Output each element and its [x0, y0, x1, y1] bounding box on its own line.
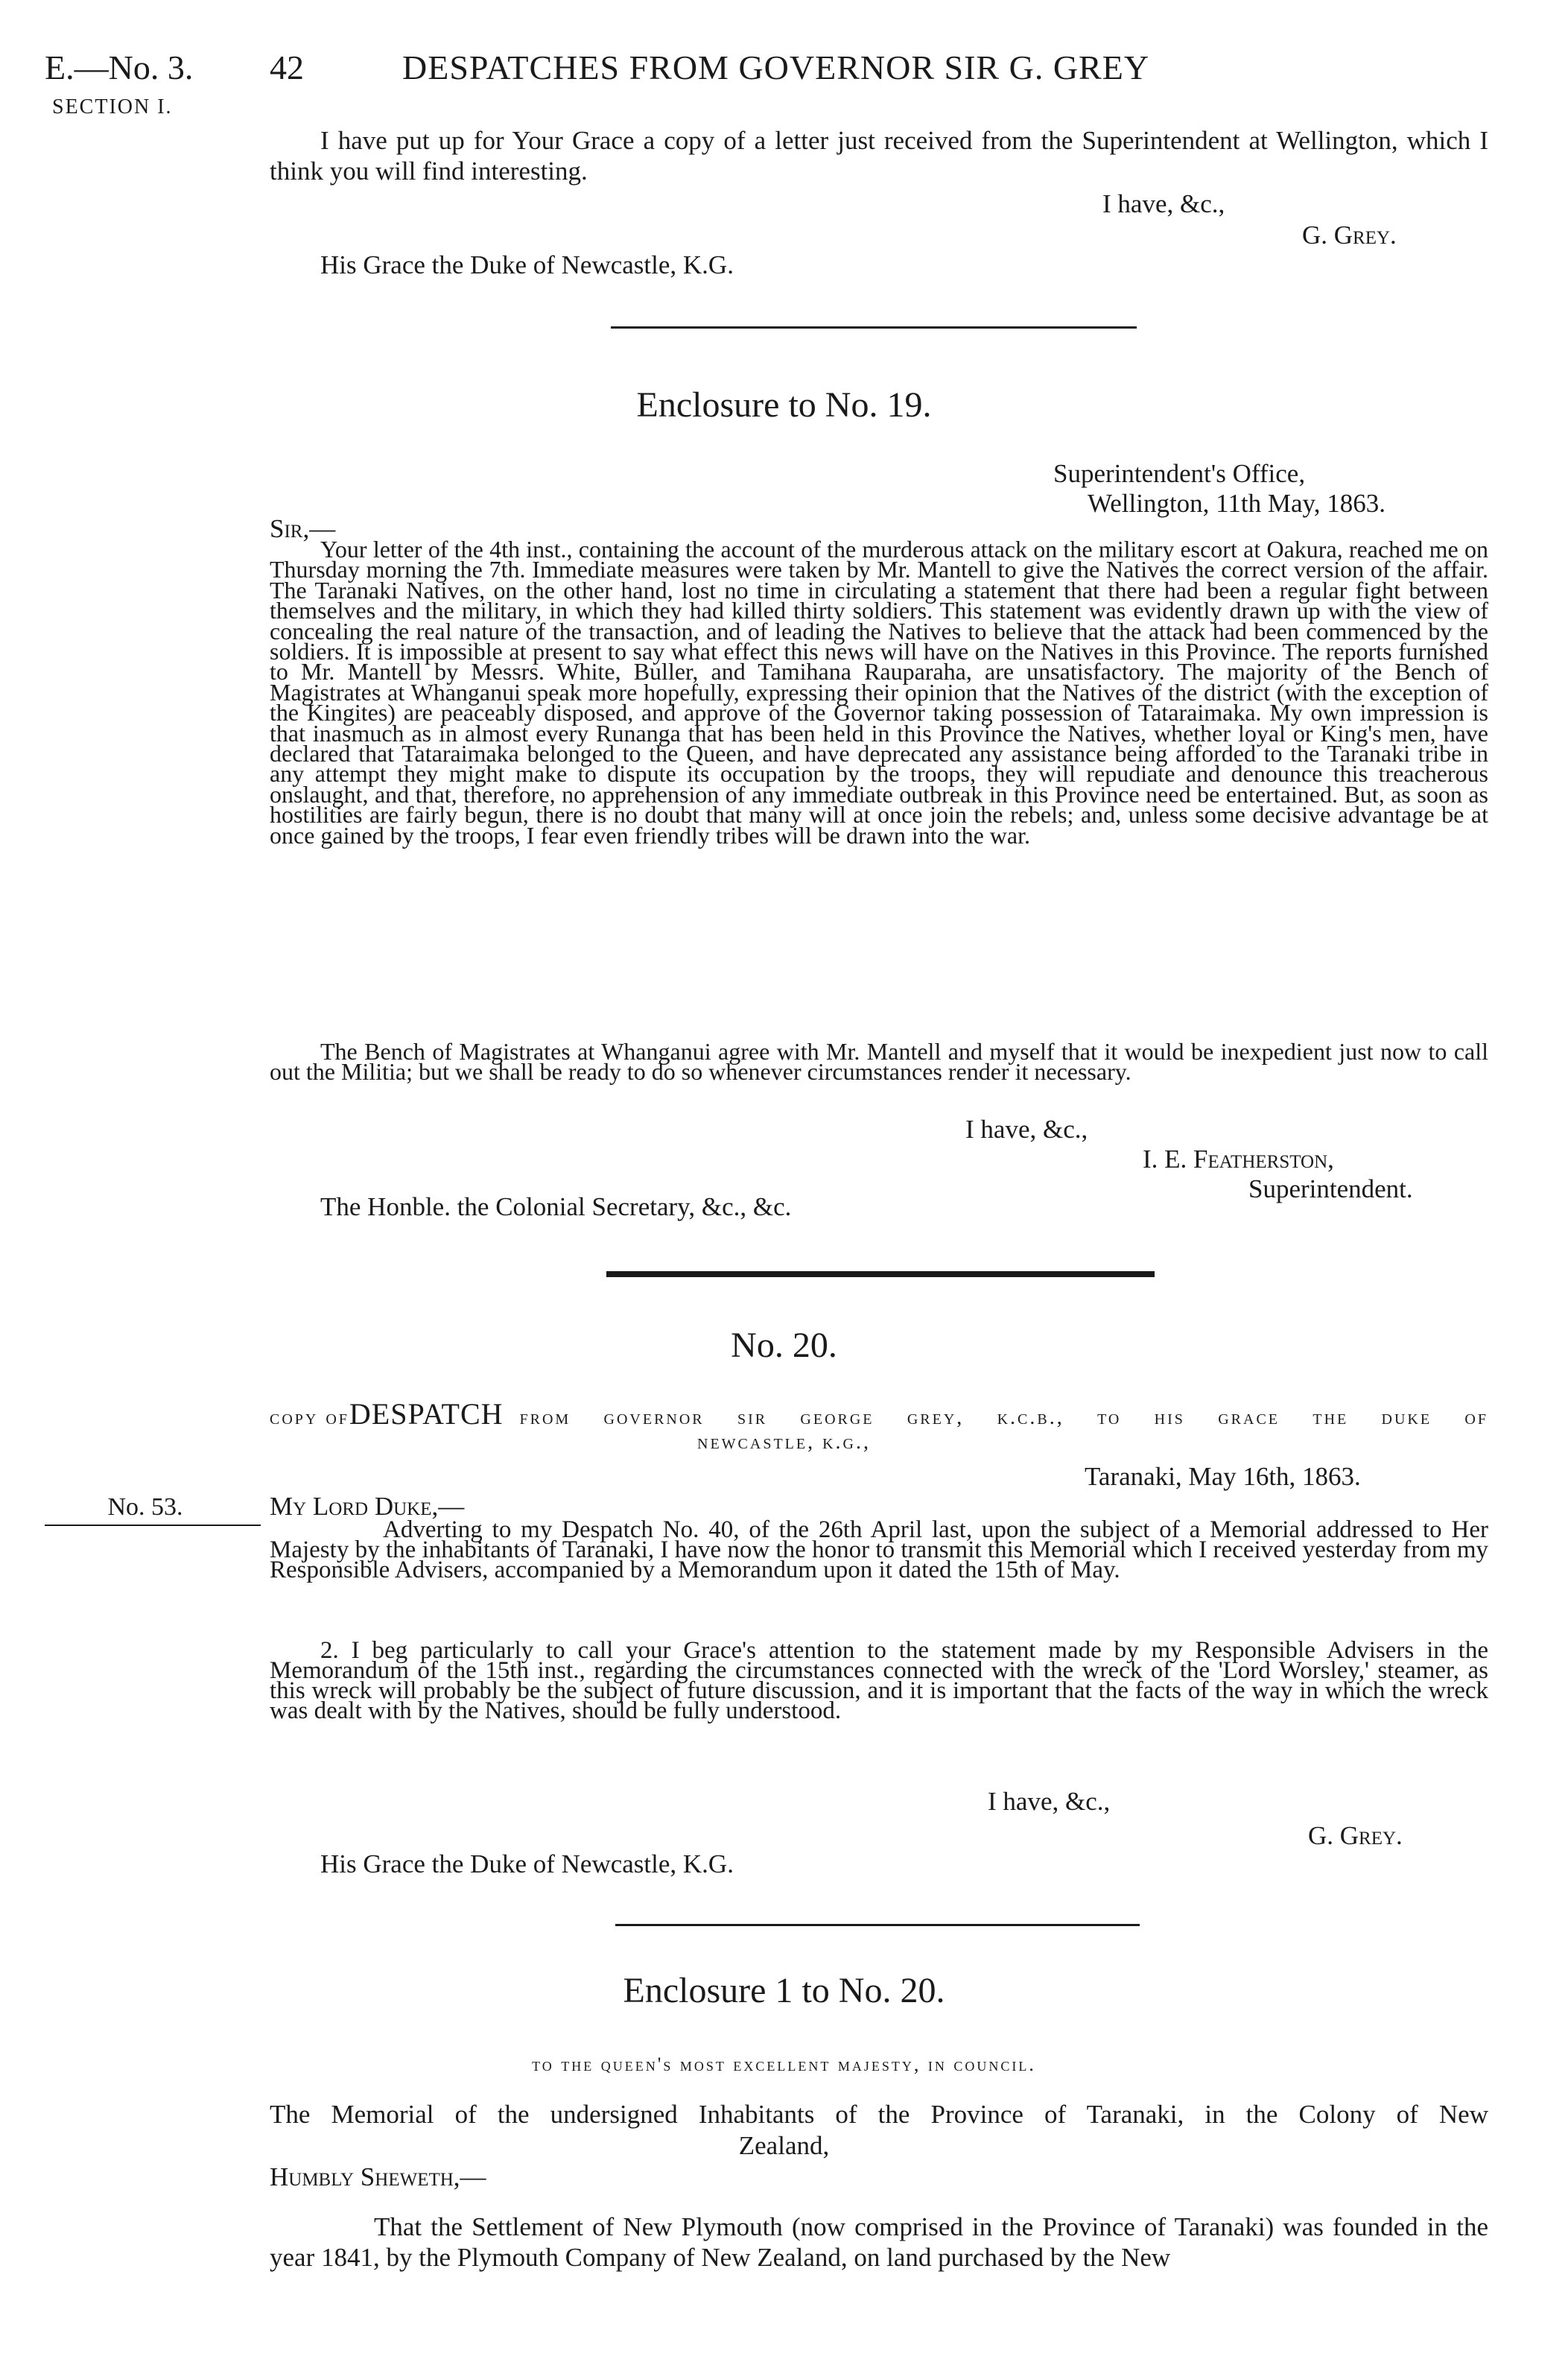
section-divider — [611, 326, 1137, 329]
memorial-paragraph-1: That the Settlement of New Plymouth (now comprised in the Province of Taranaki) was founded in the year 1841, by the Plymouth Company of New Zealand, on land purchased by the New — [270, 2212, 1488, 2272]
enclosure-19-paragraph-2: The Bench of Magistrates at Whanganui agree with Mr. Mantell and myself that it would be inexpedient just now to call out the Militia; but we shall be ready to do so whenever circumstances render it necessary. — [270, 1038, 1488, 1086]
enclosure-19-signature: I. E. Featherston, — [1143, 1145, 1334, 1174]
enclosure-19-signature-title: Superintendent. — [1248, 1174, 1413, 1203]
no-20-heading: No. 20. — [731, 1326, 837, 1365]
despatch-word: DESPATCH — [349, 1397, 504, 1431]
intro-addressee: His Grace the Duke of Newcastle, K.G. — [320, 250, 734, 279]
enclosure-20-heading: Enclosure 1 to No. 20. — [623, 1971, 945, 2010]
despatch-title-line — [270, 1396, 1488, 1431]
section-divider-2 — [615, 1924, 1140, 1926]
page-number: 42 — [270, 48, 304, 86]
intro-signature: G. Grey. — [1302, 221, 1397, 250]
memorial-line-1: The Memorial of the undersigned Inhabitants of the Province of Taranaki, in the Colony of New — [270, 2100, 1488, 2129]
enclosure-19-closing: I have, &c., — [965, 1115, 1088, 1144]
enclosure-19-office: Superintendent's Office, — [1053, 459, 1306, 488]
no-20-salutation: My Lord Duke,— — [270, 1492, 465, 1521]
enclosure-20-to-line: to the queen's most excellent majesty, in council. — [532, 2054, 1036, 2075]
margin-rule — [45, 1525, 261, 1526]
memorial-line-2: Zealand, — [738, 2131, 830, 2160]
enclosure-19-salutation: Sir,— — [270, 514, 336, 543]
enclosure-19-place-date: Wellington, 11th May, 1863. — [1088, 489, 1386, 518]
enclosure-19-addressee: The Honble. the Colonial Secretary, &c., &c. — [320, 1192, 792, 1221]
no-20-signature: G. Grey. — [1308, 1821, 1403, 1850]
despatch-title-line-2: newcastle, k.g., — [697, 1431, 871, 1454]
section-divider-thick — [606, 1271, 1155, 1277]
document-reference: E.—No. 3. — [45, 48, 194, 86]
no-20-addressee: His Grace the Duke of Newcastle, K.G. — [320, 1849, 734, 1878]
copy-of-prefix: copy of — [270, 1406, 349, 1429]
no-20-closing: I have, &c., — [988, 1787, 1111, 1816]
section-label: SECTION I. — [52, 95, 173, 118]
enclosure-19-paragraph-1: Your letter of the 4th inst., containing the account of the murderous attack on the military escort at Oakura, reached me on Thursday morning the 7th. Immediate measures were taken by Mr. Mantell to give the Natives the correct version of the affair. The Taranaki Natives, on the other hand, lost no time in circulating a statement that there had been a regular fight between themselves and the military, in which they had killed thirty soldiers. This statement was evidently drawn up with the view of concealing the real nature of the transaction, and of leading the Natives to believe that the attack had been commenced by the soldiers. It is impossible at present to say what effect this news will have on the Natives in this Province. The reports furnished to Mr. Mantell by Messrs. White, Buller, and Tamihana Rauparaha, are unsatisfactory. The majority of the Bench of Magistrates at Whanganui speak more hopefully, expressing their opinion that the Natives of the district (with the exception of the Kingites) are peaceably disposed, and approve of the Governor taking possession of Tataraimaka. My own impression is that inasmuch as in almost every Runanga that has been held in this Province the Natives, whether loyal or King's men, have declared that Tataraimaka belonged to the Queen, and have deprecated any assistance being afforded to the Taranaki tribe in any attempt they might make to dispute its occupation by the troops, they will repudiate and denounce this treacherous onslaught, and that, therefore, no apprehension of any immediate outbreak in this Province need be entertained. But, as soon as hostilities are fairly begun, there is no doubt that many will at once join the rebels; and, unless some decisive advantage be at once gained by the troops, I fear even friendly tribes will be drawn into the war. — [270, 536, 1488, 849]
no-20-place-date: Taranaki, May 16th, 1863. — [1085, 1462, 1361, 1491]
no-20-paragraph-2: 2. I beg particularly to call your Grace's attention to the statement made by my Responsible Advisers in the Memorandum of the 15th inst., regarding the circumstances connected with the wreck of the 'Lord Worsley,' steamer, as this wreck will probably be the subject of future discussion, and it is important that the facts of the way in which the wreck was dealt with by the Natives, should be fully understood. — [270, 1637, 1488, 1724]
humbly-sheweth: Humbly Sheweth,— — [270, 2162, 486, 2191]
intro-paragraph: I have put up for Your Grace a copy of a letter just received from the Superintendent at Wellington, which I think you will find interesting. — [270, 126, 1488, 186]
intro-closing: I have, &c., — [1102, 189, 1225, 218]
margin-reference: No. 53. — [107, 1493, 183, 1521]
no-20-paragraph-1: Adverting to my Despatch No. 40, of the 26th April last, upon the subject of a Memorial addressed to Her Majesty by the inhabitants of Taranaki, I have now the honor to transmit this Memorial which I received yesterday from my Responsible Advisers, accompanied by a Memorandum upon it dated the 15th of May. — [270, 1516, 1488, 1583]
page-title: DESPATCHES FROM GOVERNOR SIR G. GREY — [402, 48, 1150, 86]
despatch-title-rest: from governor sir george grey, k.c.b., to his grace the duke of — [519, 1406, 1488, 1429]
enclosure-19-heading: Enclosure to No. 19. — [636, 385, 932, 425]
